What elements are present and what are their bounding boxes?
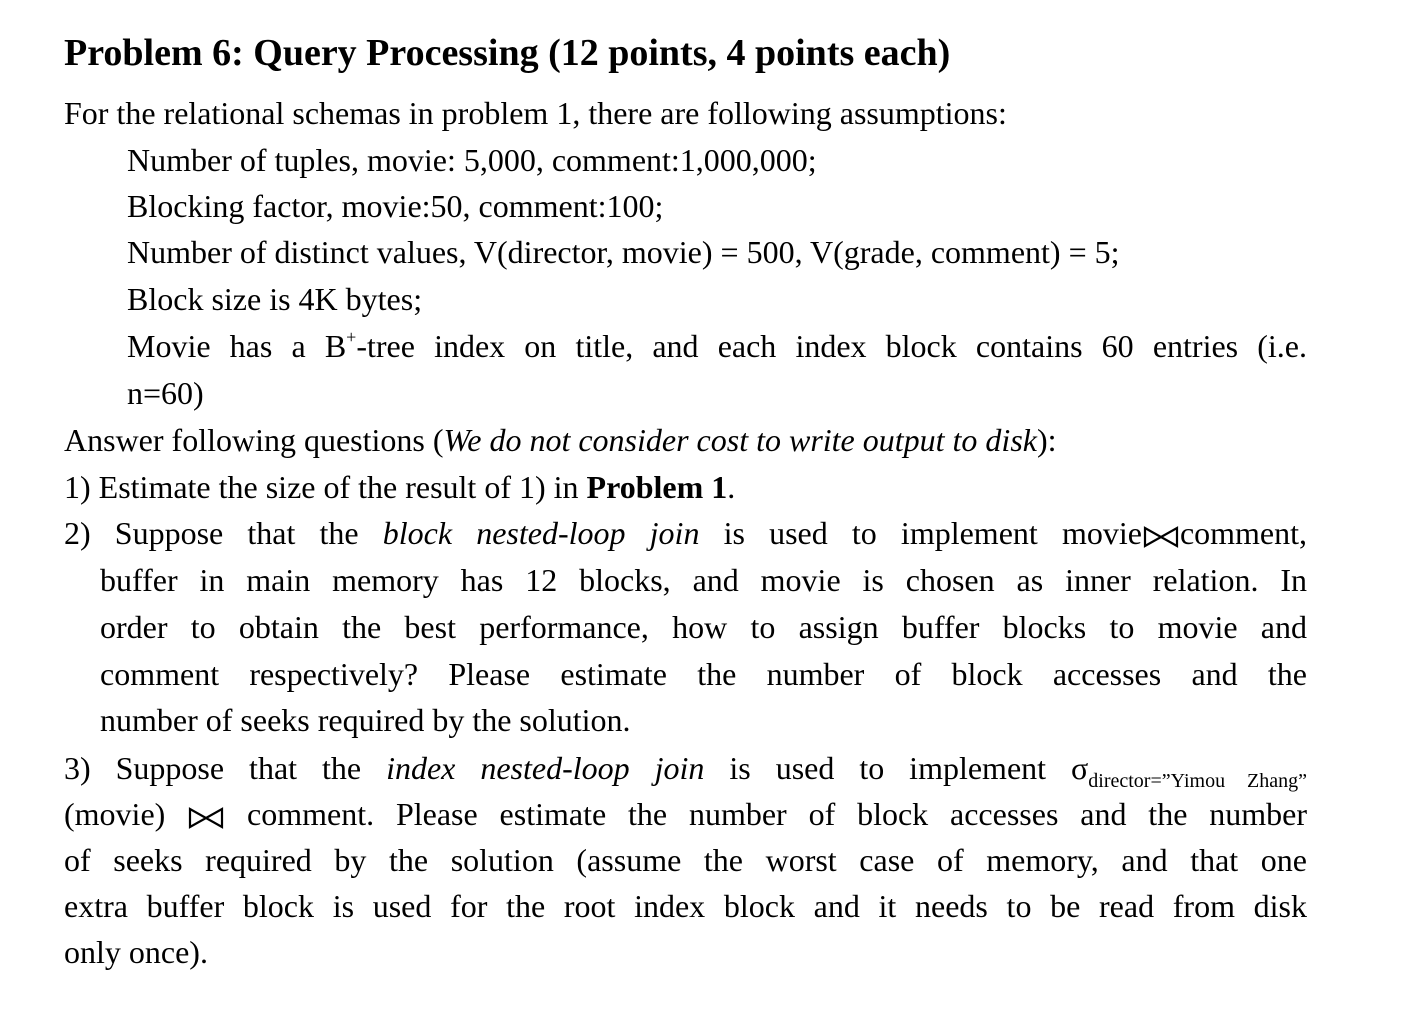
btree-text-post: -tree index on title, and each index block contains 60 entries (i.e.: [356, 328, 1308, 364]
question-3-line-4: extra buffer block is used for the root index block and it needs to be read from disk: [64, 888, 1307, 924]
answer-post: ):: [1036, 422, 1057, 458]
btree-superscript: +: [346, 327, 357, 347]
assumption-btree: [127, 326, 1307, 371]
question-2-line-1: [64, 513, 1307, 553]
q1-text: 1) Estimate the size of the result of 1) in: [64, 469, 587, 505]
join-bowtie-icon: [1142, 525, 1180, 549]
answer-instructions: [64, 420, 1057, 460]
selection-condition: director=”Yimou Zhang”: [1088, 770, 1308, 792]
question-2-line-5: number of seeks required by the solution.: [100, 702, 631, 738]
q2-italic: block nested-loop join: [382, 515, 700, 551]
q1-post: .: [727, 469, 736, 505]
assumption-tuples: Number of tuples, movie: 5,000, comment:1,000,000;: [127, 142, 817, 178]
assumption-block-size: Block size is 4K bytes;: [127, 281, 423, 317]
question-3-line-2: [64, 794, 1307, 834]
question-2-line-4: comment respectively? Please estimate the number of block accesses and the: [100, 656, 1307, 692]
btree-text-pre: Movie has a B: [127, 328, 347, 364]
q3-movie: (movie): [64, 796, 188, 832]
question-1: [64, 467, 735, 507]
assumption-distinct-values: Number of distinct values, V(director, movie) = 500, V(grade, comment) = 5;: [127, 234, 1120, 270]
question-2-line-3: order to obtain the best performance, how to assign buffer blocks to movie and: [100, 609, 1307, 645]
sigma-symbol: σ: [1071, 750, 1089, 786]
question-3-line-1: [64, 748, 1307, 793]
assumption-btree-cont: n=60): [127, 375, 204, 411]
q3-pre: 3) Suppose that the: [64, 750, 387, 786]
question-3-line-3: of seeks required by the solution (assume the worst case of memory, and that one: [64, 842, 1307, 878]
q3-mid: is used to implement: [704, 750, 1072, 786]
question-3-line-5: only once).: [64, 934, 208, 970]
q3-line2-text: comment. Please estimate the number of block accesses and the number: [225, 796, 1308, 832]
answer-pre: Answer following questions (: [64, 422, 444, 458]
assumption-blocking-factor: Blocking factor, movie:50, comment:100;: [127, 188, 664, 224]
intro-text: For the relational schemas in problem 1, there are following assumptions:: [64, 95, 1007, 131]
q2-mid: is used to implement movie: [699, 515, 1142, 551]
q2-post: comment,: [1179, 515, 1308, 551]
join-bowtie-icon: [187, 806, 225, 830]
q3-italic: index nested-loop join: [386, 750, 705, 786]
q2-pre: 2) Suppose that the: [64, 515, 383, 551]
q1-bold: Problem 1: [586, 469, 728, 505]
answer-italic: We do not consider cost to write output to disk: [443, 422, 1037, 458]
question-2-line-2: buffer in main memory has 12 blocks, and movie is chosen as inner relation. In: [100, 562, 1307, 598]
problem-title: Problem 6: Query Processing (12 points, 4 points each): [64, 32, 951, 74]
